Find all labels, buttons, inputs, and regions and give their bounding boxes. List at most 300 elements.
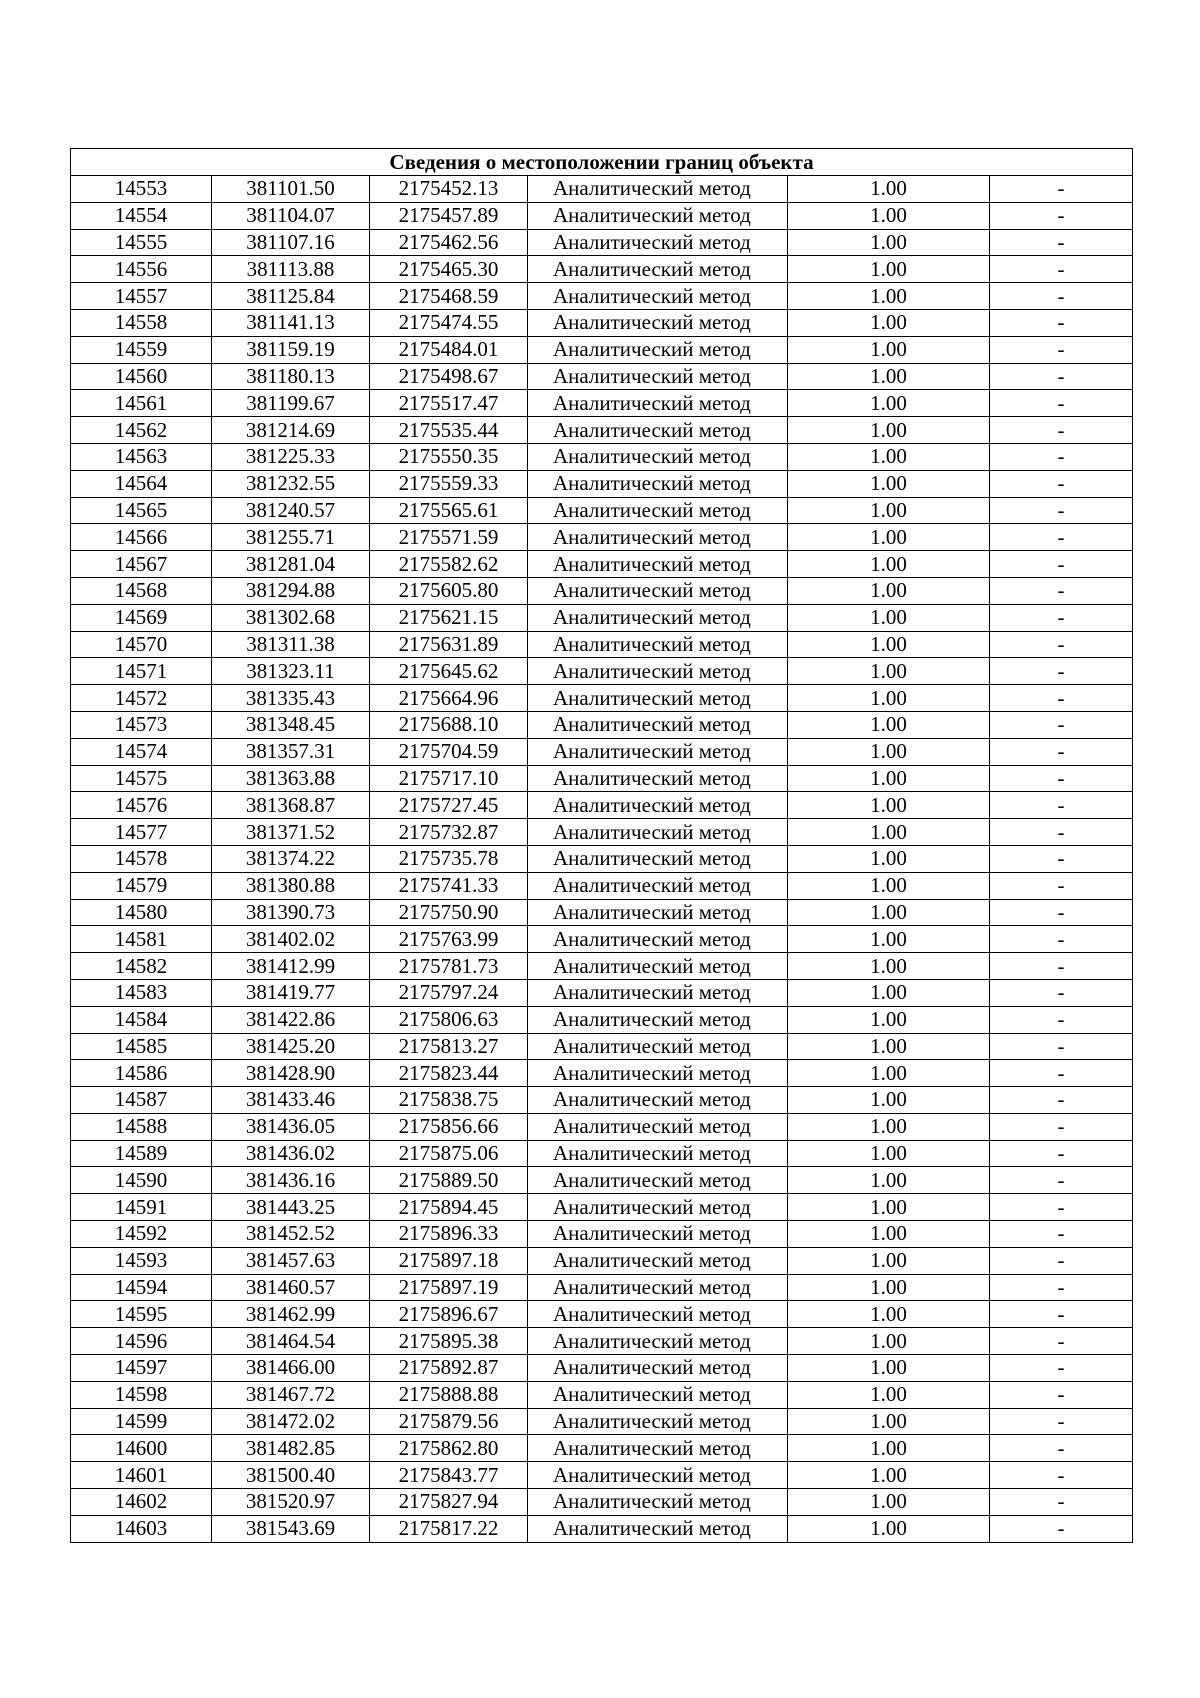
table-row [71, 979, 1133, 1006]
cell-coord-y: 2175875.06 [370, 1140, 528, 1167]
cell-point-number: 14577 [71, 819, 212, 846]
cell-point-number: 14578 [71, 845, 212, 872]
cell-point-number: 14601 [71, 1462, 212, 1489]
cell-accuracy: 1.00 [788, 470, 990, 497]
cell-method: Аналитический метод [528, 1435, 788, 1462]
cell-coord-x: 381380.88 [212, 872, 370, 899]
cell-point-number: 14567 [71, 551, 212, 578]
cell-description: - [990, 1087, 1133, 1114]
cell-coord-x: 381225.33 [212, 443, 370, 470]
cell-point-number: 14555 [71, 229, 212, 256]
cell-coord-y: 2175797.24 [370, 979, 528, 1006]
cell-coord-x: 381159.19 [212, 336, 370, 363]
cell-point-number: 14554 [71, 202, 212, 229]
cell-method: Аналитический метод [528, 470, 788, 497]
cell-point-number: 14602 [71, 1489, 212, 1516]
cell-method: Аналитический метод [528, 1060, 788, 1087]
cell-coord-x: 381436.02 [212, 1140, 370, 1167]
cell-point-number: 14572 [71, 685, 212, 712]
table-row [71, 658, 1133, 685]
table-row [71, 926, 1133, 953]
cell-coord-y: 2175465.30 [370, 256, 528, 283]
cell-accuracy: 1.00 [788, 604, 990, 631]
cell-coord-x: 381302.68 [212, 604, 370, 631]
cell-point-number: 14562 [71, 417, 212, 444]
cell-method: Аналитический метод [528, 256, 788, 283]
table-row [71, 1060, 1133, 1087]
cell-coord-x: 381214.69 [212, 417, 370, 444]
cell-coord-x: 381428.90 [212, 1060, 370, 1087]
cell-accuracy: 1.00 [788, 176, 990, 203]
cell-accuracy: 1.00 [788, 926, 990, 953]
cell-coord-y: 2175550.35 [370, 443, 528, 470]
cell-description: - [990, 1489, 1133, 1516]
cell-accuracy: 1.00 [788, 390, 990, 417]
cell-coord-y: 2175645.62 [370, 658, 528, 685]
cell-accuracy: 1.00 [788, 309, 990, 336]
cell-coord-y: 2175806.63 [370, 1006, 528, 1033]
cell-accuracy: 1.00 [788, 899, 990, 926]
table-row [71, 497, 1133, 524]
cell-description: - [990, 390, 1133, 417]
cell-method: Аналитический метод [528, 1033, 788, 1060]
cell-coord-y: 2175889.50 [370, 1167, 528, 1194]
cell-description: - [990, 551, 1133, 578]
cell-method: Аналитический метод [528, 872, 788, 899]
cell-description: - [990, 1435, 1133, 1462]
cell-description: - [990, 443, 1133, 470]
cell-coord-x: 381412.99 [212, 953, 370, 980]
table-row [71, 1087, 1133, 1114]
cell-coord-y: 2175892.87 [370, 1355, 528, 1382]
cell-accuracy: 1.00 [788, 1113, 990, 1140]
cell-point-number: 14559 [71, 336, 212, 363]
cell-point-number: 14582 [71, 953, 212, 980]
cell-description: - [990, 256, 1133, 283]
table-row [71, 1462, 1133, 1489]
cell-coord-y: 2175468.59 [370, 283, 528, 310]
table-title-row [71, 149, 1133, 176]
cell-description: - [990, 1167, 1133, 1194]
cell-point-number: 14566 [71, 524, 212, 551]
table-row [71, 176, 1133, 203]
cell-coord-x: 381335.43 [212, 685, 370, 712]
cell-coord-y: 2175535.44 [370, 417, 528, 444]
cell-accuracy: 1.00 [788, 497, 990, 524]
cell-coord-x: 381464.54 [212, 1328, 370, 1355]
table-row [71, 1408, 1133, 1435]
cell-method: Аналитический метод [528, 283, 788, 310]
cell-method: Аналитический метод [528, 417, 788, 444]
cell-description: - [990, 1301, 1133, 1328]
cell-description: - [990, 604, 1133, 631]
table-row [71, 309, 1133, 336]
cell-method: Аналитический метод [528, 765, 788, 792]
cell-coord-y: 2175571.59 [370, 524, 528, 551]
cell-point-number: 14588 [71, 1113, 212, 1140]
cell-accuracy: 1.00 [788, 1194, 990, 1221]
cell-point-number: 14587 [71, 1087, 212, 1114]
table-row [71, 685, 1133, 712]
cell-point-number: 14570 [71, 631, 212, 658]
table-row [71, 1515, 1133, 1542]
cell-coord-y: 2175838.75 [370, 1087, 528, 1114]
cell-accuracy: 1.00 [788, 1060, 990, 1087]
cell-method: Аналитический метод [528, 577, 788, 604]
cell-description: - [990, 1355, 1133, 1382]
cell-accuracy: 1.00 [788, 1033, 990, 1060]
cell-coord-x: 381457.63 [212, 1247, 370, 1274]
cell-coord-x: 381433.46 [212, 1087, 370, 1114]
cell-description: - [990, 1381, 1133, 1408]
cell-point-number: 14586 [71, 1060, 212, 1087]
cell-accuracy: 1.00 [788, 363, 990, 390]
cell-description: - [990, 497, 1133, 524]
table-row [71, 765, 1133, 792]
cell-point-number: 14574 [71, 738, 212, 765]
cell-accuracy: 1.00 [788, 1408, 990, 1435]
cell-description: - [990, 363, 1133, 390]
cell-point-number: 14595 [71, 1301, 212, 1328]
cell-coord-y: 2175781.73 [370, 953, 528, 980]
cell-point-number: 14603 [71, 1515, 212, 1542]
table-row [71, 1489, 1133, 1516]
cell-coord-x: 381419.77 [212, 979, 370, 1006]
table-row [71, 1194, 1133, 1221]
cell-coord-y: 2175763.99 [370, 926, 528, 953]
cell-coord-y: 2175484.01 [370, 336, 528, 363]
cell-accuracy: 1.00 [788, 738, 990, 765]
cell-coord-x: 381436.16 [212, 1167, 370, 1194]
cell-point-number: 14569 [71, 604, 212, 631]
cell-description: - [990, 1274, 1133, 1301]
cell-method: Аналитический метод [528, 819, 788, 846]
cell-coord-x: 381543.69 [212, 1515, 370, 1542]
cell-description: - [990, 819, 1133, 846]
cell-coord-x: 381104.07 [212, 202, 370, 229]
cell-point-number: 14599 [71, 1408, 212, 1435]
table-row [71, 845, 1133, 872]
cell-method: Аналитический метод [528, 1167, 788, 1194]
cell-description: - [990, 926, 1133, 953]
cell-point-number: 14581 [71, 926, 212, 953]
cell-coord-y: 2175823.44 [370, 1060, 528, 1087]
cell-description: - [990, 979, 1133, 1006]
cell-accuracy: 1.00 [788, 336, 990, 363]
cell-point-number: 14590 [71, 1167, 212, 1194]
cell-coord-x: 381113.88 [212, 256, 370, 283]
cell-coord-y: 2175565.61 [370, 497, 528, 524]
table-row [71, 1381, 1133, 1408]
cell-accuracy: 1.00 [788, 1221, 990, 1248]
cell-method: Аналитический метод [528, 336, 788, 363]
cell-coord-x: 381255.71 [212, 524, 370, 551]
cell-description: - [990, 1140, 1133, 1167]
cell-coord-x: 381371.52 [212, 819, 370, 846]
cell-method: Аналитический метод [528, 1381, 788, 1408]
cell-method: Аналитический метод [528, 1247, 788, 1274]
cell-coord-y: 2175741.33 [370, 872, 528, 899]
table-row [71, 577, 1133, 604]
cell-accuracy: 1.00 [788, 443, 990, 470]
cell-coord-x: 381462.99 [212, 1301, 370, 1328]
cell-point-number: 14598 [71, 1381, 212, 1408]
cell-coord-x: 381374.22 [212, 845, 370, 872]
table-row [71, 524, 1133, 551]
cell-coord-y: 2175895.38 [370, 1328, 528, 1355]
table-row [71, 470, 1133, 497]
cell-point-number: 14584 [71, 1006, 212, 1033]
cell-description: - [990, 1194, 1133, 1221]
cell-accuracy: 1.00 [788, 953, 990, 980]
cell-coord-y: 2175843.77 [370, 1462, 528, 1489]
cell-method: Аналитический метод [528, 497, 788, 524]
cell-coord-x: 381460.57 [212, 1274, 370, 1301]
cell-point-number: 14591 [71, 1194, 212, 1221]
cell-point-number: 14558 [71, 309, 212, 336]
cell-description: - [990, 1515, 1133, 1542]
cell-description: - [990, 470, 1133, 497]
cell-coord-x: 381348.45 [212, 711, 370, 738]
cell-coord-y: 2175879.56 [370, 1408, 528, 1435]
cell-coord-y: 2175664.96 [370, 685, 528, 712]
table-row [71, 443, 1133, 470]
cell-method: Аналитический метод [528, 551, 788, 578]
table-row [71, 1221, 1133, 1248]
cell-coord-x: 381467.72 [212, 1381, 370, 1408]
cell-description: - [990, 1221, 1133, 1248]
cell-description: - [990, 711, 1133, 738]
table-row [71, 1328, 1133, 1355]
cell-accuracy: 1.00 [788, 1328, 990, 1355]
cell-description: - [990, 1328, 1133, 1355]
cell-accuracy: 1.00 [788, 1274, 990, 1301]
table-row [71, 229, 1133, 256]
cell-coord-x: 381294.88 [212, 577, 370, 604]
cell-accuracy: 1.00 [788, 1167, 990, 1194]
table-row [71, 604, 1133, 631]
cell-coord-x: 381232.55 [212, 470, 370, 497]
cell-point-number: 14565 [71, 497, 212, 524]
cell-accuracy: 1.00 [788, 765, 990, 792]
cell-method: Аналитический метод [528, 658, 788, 685]
cell-description: - [990, 899, 1133, 926]
cell-coord-y: 2175896.67 [370, 1301, 528, 1328]
cell-coord-y: 2175894.45 [370, 1194, 528, 1221]
table-row [71, 363, 1133, 390]
cell-accuracy: 1.00 [788, 551, 990, 578]
table-row [71, 1435, 1133, 1462]
cell-method: Аналитический метод [528, 1140, 788, 1167]
cell-point-number: 14589 [71, 1140, 212, 1167]
cell-method: Аналитический метод [528, 202, 788, 229]
cell-point-number: 14571 [71, 658, 212, 685]
cell-coord-x: 381520.97 [212, 1489, 370, 1516]
cell-description: - [990, 1060, 1133, 1087]
cell-method: Аналитический метод [528, 309, 788, 336]
cell-coord-y: 2175517.47 [370, 390, 528, 417]
cell-point-number: 14553 [71, 176, 212, 203]
cell-method: Аналитический метод [528, 1301, 788, 1328]
table-row [71, 1355, 1133, 1382]
cell-coord-x: 381281.04 [212, 551, 370, 578]
cell-coord-y: 2175813.27 [370, 1033, 528, 1060]
cell-accuracy: 1.00 [788, 1140, 990, 1167]
table-row [71, 551, 1133, 578]
table-row [71, 792, 1133, 819]
cell-accuracy: 1.00 [788, 1087, 990, 1114]
cell-coord-x: 381402.02 [212, 926, 370, 953]
cell-accuracy: 1.00 [788, 685, 990, 712]
cell-accuracy: 1.00 [788, 631, 990, 658]
cell-accuracy: 1.00 [788, 283, 990, 310]
cell-method: Аналитический метод [528, 1113, 788, 1140]
cell-point-number: 14580 [71, 899, 212, 926]
cell-description: - [990, 1033, 1133, 1060]
cell-accuracy: 1.00 [788, 1489, 990, 1516]
cell-description: - [990, 845, 1133, 872]
table-row [71, 819, 1133, 846]
cell-point-number: 14593 [71, 1247, 212, 1274]
cell-method: Аналитический метод [528, 1087, 788, 1114]
cell-point-number: 14560 [71, 363, 212, 390]
cell-method: Аналитический метод [528, 979, 788, 1006]
cell-method: Аналитический метод [528, 926, 788, 953]
table-row [71, 711, 1133, 738]
cell-point-number: 14583 [71, 979, 212, 1006]
table-row [71, 1140, 1133, 1167]
table-row [71, 1247, 1133, 1274]
cell-point-number: 14561 [71, 390, 212, 417]
cell-point-number: 14597 [71, 1355, 212, 1382]
cell-coord-x: 381323.11 [212, 658, 370, 685]
cell-description: - [990, 685, 1133, 712]
cell-accuracy: 1.00 [788, 229, 990, 256]
cell-point-number: 14600 [71, 1435, 212, 1462]
cell-coord-x: 381422.86 [212, 1006, 370, 1033]
cell-accuracy: 1.00 [788, 417, 990, 444]
cell-coord-y: 2175631.89 [370, 631, 528, 658]
cell-point-number: 14596 [71, 1328, 212, 1355]
cell-method: Аналитический метод [528, 1274, 788, 1301]
table-row [71, 283, 1133, 310]
cell-coord-y: 2175732.87 [370, 819, 528, 846]
cell-coord-y: 2175897.19 [370, 1274, 528, 1301]
cell-coord-y: 2175888.88 [370, 1381, 528, 1408]
cell-accuracy: 1.00 [788, 792, 990, 819]
cell-coord-x: 381443.25 [212, 1194, 370, 1221]
cell-description: - [990, 309, 1133, 336]
cell-coord-x: 381390.73 [212, 899, 370, 926]
cell-coord-x: 381482.85 [212, 1435, 370, 1462]
cell-coord-x: 381180.13 [212, 363, 370, 390]
cell-method: Аналитический метод [528, 1328, 788, 1355]
cell-point-number: 14592 [71, 1221, 212, 1248]
cell-coord-x: 381125.84 [212, 283, 370, 310]
cell-description: - [990, 1006, 1133, 1033]
cell-accuracy: 1.00 [788, 1355, 990, 1382]
table-row [71, 336, 1133, 363]
table-row [71, 899, 1133, 926]
cell-description: - [990, 1462, 1133, 1489]
cell-description: - [990, 1247, 1133, 1274]
table-row [71, 1167, 1133, 1194]
table-row [71, 1033, 1133, 1060]
cell-coord-y: 2175582.62 [370, 551, 528, 578]
cell-accuracy: 1.00 [788, 256, 990, 283]
cell-accuracy: 1.00 [788, 1462, 990, 1489]
cell-accuracy: 1.00 [788, 819, 990, 846]
cell-description: - [990, 872, 1133, 899]
cell-accuracy: 1.00 [788, 711, 990, 738]
cell-coord-x: 381466.00 [212, 1355, 370, 1382]
cell-coord-x: 381357.31 [212, 738, 370, 765]
cell-accuracy: 1.00 [788, 845, 990, 872]
cell-coord-y: 2175462.56 [370, 229, 528, 256]
cell-point-number: 14585 [71, 1033, 212, 1060]
cell-description: - [990, 792, 1133, 819]
cell-coord-x: 381452.52 [212, 1221, 370, 1248]
cell-description: - [990, 524, 1133, 551]
cell-coord-y: 2175452.13 [370, 176, 528, 203]
cell-coord-x: 381500.40 [212, 1462, 370, 1489]
cell-accuracy: 1.00 [788, 872, 990, 899]
cell-accuracy: 1.00 [788, 1435, 990, 1462]
table-body [71, 176, 1133, 1543]
cell-method: Аналитический метод [528, 1462, 788, 1489]
cell-method: Аналитический метод [528, 604, 788, 631]
cell-method: Аналитический метод [528, 390, 788, 417]
cell-coord-x: 381199.67 [212, 390, 370, 417]
cell-method: Аналитический метод [528, 1221, 788, 1248]
cell-accuracy: 1.00 [788, 1301, 990, 1328]
cell-point-number: 14556 [71, 256, 212, 283]
cell-point-number: 14563 [71, 443, 212, 470]
cell-method: Аналитический метод [528, 792, 788, 819]
cell-coord-y: 2175498.67 [370, 363, 528, 390]
cell-accuracy: 1.00 [788, 524, 990, 551]
cell-coord-y: 2175827.94 [370, 1489, 528, 1516]
cell-coord-y: 2175727.45 [370, 792, 528, 819]
cell-accuracy: 1.00 [788, 1515, 990, 1542]
cell-coord-y: 2175605.80 [370, 577, 528, 604]
cell-description: - [990, 577, 1133, 604]
cell-method: Аналитический метод [528, 229, 788, 256]
cell-method: Аналитический метод [528, 1515, 788, 1542]
table-row [71, 1113, 1133, 1140]
cell-coord-y: 2175862.80 [370, 1435, 528, 1462]
cell-description: - [990, 229, 1133, 256]
cell-coord-y: 2175750.90 [370, 899, 528, 926]
table-row [71, 1301, 1133, 1328]
cell-description: - [990, 1113, 1133, 1140]
cell-method: Аналитический метод [528, 524, 788, 551]
cell-coord-x: 381101.50 [212, 176, 370, 203]
cell-description: - [990, 953, 1133, 980]
cell-coord-y: 2175704.59 [370, 738, 528, 765]
cell-method: Аналитический метод [528, 176, 788, 203]
cell-description: - [990, 202, 1133, 229]
cell-point-number: 14573 [71, 711, 212, 738]
cell-accuracy: 1.00 [788, 577, 990, 604]
table-row [71, 738, 1133, 765]
cell-description: - [990, 658, 1133, 685]
cell-description: - [990, 176, 1133, 203]
cell-description: - [990, 336, 1133, 363]
cell-coord-y: 2175621.15 [370, 604, 528, 631]
cell-coord-y: 2175735.78 [370, 845, 528, 872]
cell-description: - [990, 765, 1133, 792]
